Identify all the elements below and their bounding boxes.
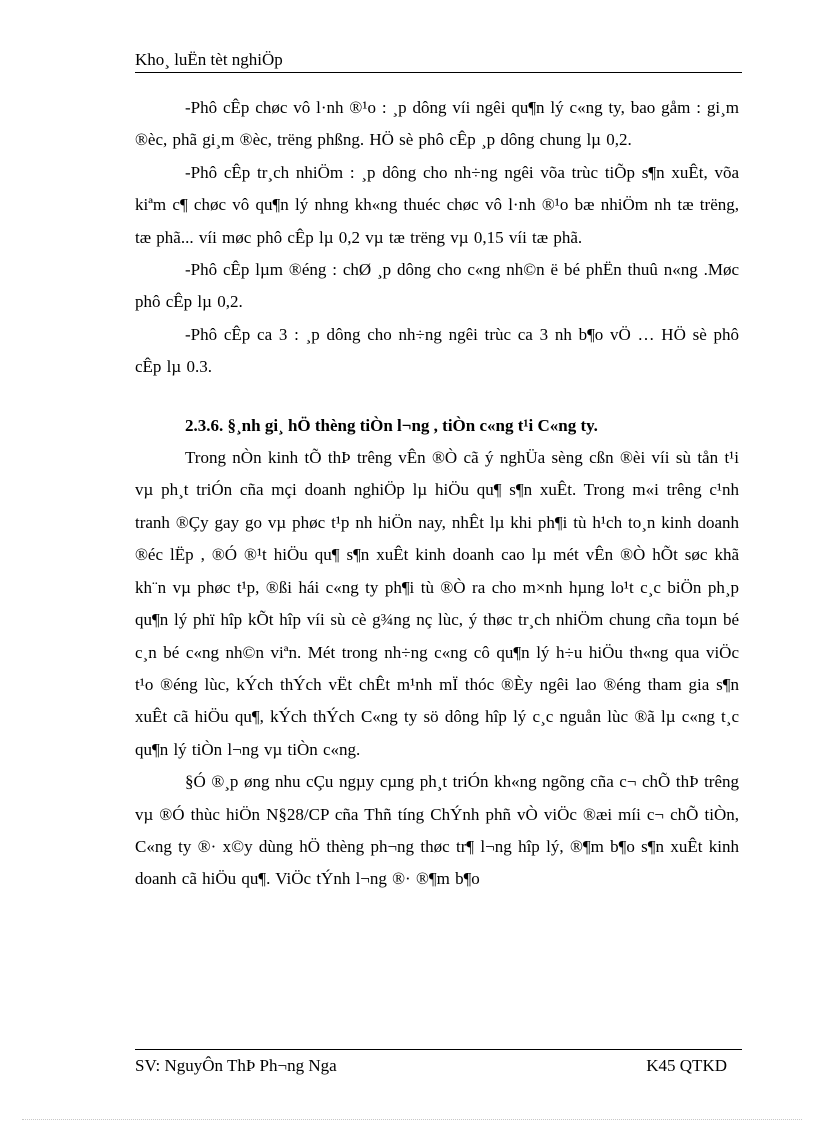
section-paragraph-1: Trong nÒn kinh tÕ thÞ trêng vÊn ®Ò cã ý nghÜa sèng cßn ®èi víi sù tån t¹i vµ ph¸t triÓn cña mçi doanh nghiÖp lµ hiÖu qu¶ s¶n xuÊt. Trong m«i trêng c¹nh tranh ®Çy gay go vµ phøc t¹p nh hiÖn nay, nhÊt lµ khi ph¶i tù h¹ch to¸n kinh doanh ®éc lËp , ®Ó ®¹t hiÖu qu¶ s¶n xuÊt kinh doanh cao lµ mét vÊn ®Ò hÕt søc khã kh¨n vµ phøc t¹p, ®ßi hái c«ng ty ph¶i tù ®Ò ra cho m×nh hµng lo¹t c¸c biÖn ph¸p qu¶n lý phï hîp kÕt hîp víi sù cè g¾ng nç lùc, ý thøc tr¸ch nhiÖm chung cña toµn bé c¸n bé c«ng nh©n viªn. Mét trong nh÷ng c«ng cô qu¶n lý h÷u hiÖu th«ng qua viÖc t¹o ®éng lùc, kÝch thÝch vËt chÊt m¹nh mÏ thóc ®Èy ngêi lao ®éng tham gia s¶n xuÊt cã hiÖu qu¶, kÝch thÝch C«ng ty sö dông hîp lý c¸c nguån lùc ®ã lµ c«ng t¸c qu¶n lý tiÒn l¬ng vµ tiÒn c«ng. xyxy=(135,448,739,759)
paragraph-leadership-allowance: -Phô cÊp chøc vô l·nh ®¹o : ¸p dông víi ngêi qu¶n lý c«ng ty, bao gåm : gi¸m ®èc, phã gi¸m ®èc, trëng phßng. HÖ sè phô cÊp ¸p dông chung lµ 0,2. xyxy=(135,98,739,150)
footer-author: SV: NguyÔn ThÞ Ph¬ng Nga xyxy=(135,1056,337,1075)
page-header xyxy=(135,50,742,73)
section-heading: 2.3.6. §¸nh gi¸ hÖ thèng tiÒn l¬ng , tiÒn c«ng t¹i C«ng ty. xyxy=(185,415,598,435)
page-body xyxy=(135,92,739,896)
paragraph-shift-allowance: -Phô cÊp ca 3 : ¸p dông cho nh÷ng ngêi trùc ca 3 nh b¶o vÖ … HÖ sè phô cÊp lµ 0.3. xyxy=(135,324,739,377)
paragraph-water-allowance: -Phô cÊp lµm ®éng : chØ ¸p dông cho c«ng nh©n ë bé phËn thuû n«ng .Møc phô cÊp lµ 0,2. xyxy=(135,260,739,312)
footer-class: K45 QTKD xyxy=(646,1056,727,1075)
section-paragraph-2: §Ó ®¸p øng nhu cÇu ngµy cµng ph¸t triÓn kh«ng ngõng cña c¬ chÕ thÞ trêng vµ ®Ó thùc hiÖn N§28/CP cña Thñ tíng ChÝnh phñ vÒ viÖc ®æi míi c¬ chÕ tiÒn, C«ng ty ®· x©y dùng hÖ thèng ph¬ng thøc tr¶ l¬ng hîp lý, ®¶m b¶o s¶n xuÊt kinh doanh cã hiÖu qu¶. ViÖc tÝnh l¬ng ®· ®¶m b¶o xyxy=(135,772,739,889)
header-title: Kho¸ luËn tèt nghiÖp xyxy=(135,50,283,69)
paragraph-responsibility-allowance: -Phô cÊp tr¸ch nhiÖm : ¸p dông cho nh÷ng ngêi võa trùc tiÕp s¶n xuÊt, võa kiªm c¶ chøc vô qu¶n lý nhng kh«ng thuéc chøc vô l·nh ®¹o bæ nhiÖm nh tæ trëng, tæ phã... víi møc phô cÊp lµ 0,2 vµ tæ trëng vµ 0,15 víi tæ phã. xyxy=(135,162,739,247)
page-edge-divider xyxy=(22,1119,802,1120)
page-footer xyxy=(135,1049,742,1075)
